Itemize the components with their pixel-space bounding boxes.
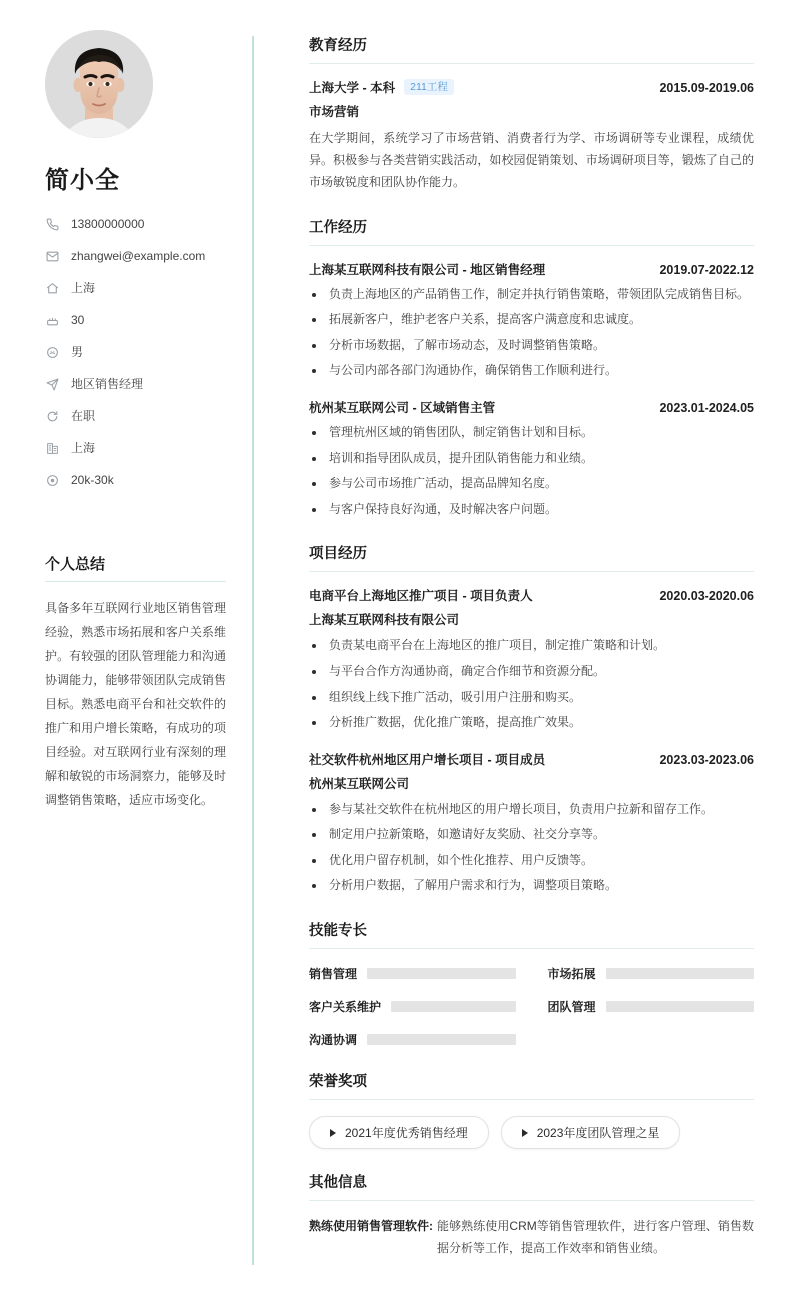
award-label: 2021年度优秀销售经理 xyxy=(345,1126,468,1141)
play-triangle-icon xyxy=(522,1129,528,1137)
contact-value: 上海 xyxy=(71,440,96,455)
list-item: 制定用户拉新策略，如邀请好友奖励、社交分享等。 xyxy=(309,824,754,846)
phone-icon xyxy=(45,217,60,232)
work-entry xyxy=(309,398,754,520)
award-chip[interactable] xyxy=(501,1116,681,1149)
work-title: 杭州某互联网公司 - 区域销售主管 xyxy=(309,400,496,415)
avatar-portrait-icon xyxy=(45,30,153,138)
work-bullets xyxy=(309,422,754,520)
contact-item-age xyxy=(45,307,226,333)
avatar xyxy=(45,30,153,138)
salary-icon xyxy=(45,473,60,488)
education-entry xyxy=(309,78,754,194)
skill-label: 团队管理 xyxy=(547,1000,596,1015)
list-item: 与平台合作方沟通协商，确定合作细节和资源分配。 xyxy=(309,661,754,683)
work-title: 上海某互联网科技有限公司 - 地区销售经理 xyxy=(309,262,546,277)
work-entry-header xyxy=(309,260,754,278)
contact-item-phone xyxy=(45,211,226,237)
skills-section xyxy=(309,919,754,1048)
project-company: 上海某互联网科技有限公司 xyxy=(309,613,460,628)
cake-icon xyxy=(45,313,60,328)
sidebar xyxy=(0,0,254,1301)
skills-heading: 技能专长 xyxy=(309,919,754,949)
list-item: 拓展新客户，维护老客户关系，提高客户满意度和忠诚度。 xyxy=(309,309,754,331)
project-date: 2020.03-2020.06 xyxy=(659,589,754,604)
project-bullets xyxy=(309,635,754,733)
main-content xyxy=(254,0,794,1301)
contact-item-workplace xyxy=(45,435,226,461)
summary-heading: 个人总结 xyxy=(45,553,226,582)
project-company: 杭州某互联网公司 xyxy=(309,776,410,791)
list-item: 参与某社交软件在杭州地区的用户增长项目，负责用户拉新和留存工作。 xyxy=(309,799,754,821)
home-icon xyxy=(45,281,60,296)
skill-row xyxy=(309,1031,516,1048)
project-title: 社交软件杭州地区用户增长项目 - 项目成员 xyxy=(309,752,546,767)
contact-value: 20k-30k xyxy=(71,472,114,487)
project-date: 2023.03-2023.06 xyxy=(659,752,754,767)
award-chip[interactable] xyxy=(309,1116,489,1149)
education-school-label: 上海大学 - 本科 xyxy=(309,81,396,95)
refresh-icon xyxy=(45,409,60,424)
other-info-label: 熟练使用销售管理软件: xyxy=(309,1219,433,1234)
list-item: 培训和指导团队成员，提升团队销售能力和业绩。 xyxy=(309,448,754,470)
other-info-section xyxy=(309,1171,754,1259)
award-label: 2023年度团队管理之星 xyxy=(536,1126,660,1141)
other-info-value: 能够熟练使用CRM等销售管理软件，进行客户管理、销售数据分析等工作，提高工作效率和销售业绩。 xyxy=(437,1219,754,1256)
list-item: 参与公司市场推广活动，提高品牌知名度。 xyxy=(309,473,754,495)
list-item: 分析推广数据，优化推广策略，提高推广效果。 xyxy=(309,712,754,734)
list-item: 分析市场数据，了解市场动态，及时调整销售策略。 xyxy=(309,335,754,357)
contact-value: 30 xyxy=(71,312,85,327)
work-date: 2023.01-2024.05 xyxy=(659,400,754,415)
work-date: 2019.07-2022.12 xyxy=(659,262,754,277)
paper-plane-icon xyxy=(45,377,60,392)
skill-progress-track xyxy=(367,1034,515,1045)
contact-value: 男 xyxy=(71,344,84,359)
skill-label: 销售管理 xyxy=(309,967,358,982)
contact-item-position xyxy=(45,371,226,397)
project-title: 电商平台上海地区推广项目 - 项目负责人 xyxy=(309,589,533,604)
play-triangle-icon xyxy=(330,1129,336,1137)
education-entry-header xyxy=(309,78,754,96)
education-description: 在大学期间，系统学习了市场营销、消费者行为学、市场调研等专业课程，成绩优异。积极参与各类营销实践活动，如校园促销策划、市场调研项目等，锻炼了自己的市场敏锐度和团队协作能力。 xyxy=(309,131,754,190)
skills-grid xyxy=(309,963,754,1048)
envelope-icon xyxy=(45,249,60,264)
list-item: 优化用户留存机制，如个性化推荐、用户反馈等。 xyxy=(309,850,754,872)
project-entry-header xyxy=(309,750,754,768)
project-entry-header xyxy=(309,586,754,604)
status-badge: 211工程 xyxy=(404,79,454,96)
skill-progress-track xyxy=(391,1001,515,1012)
education-section xyxy=(309,34,754,194)
awards-section xyxy=(309,1070,754,1149)
education-heading: 教育经历 xyxy=(309,34,754,64)
summary-section xyxy=(45,553,226,812)
work-bullets xyxy=(309,284,754,382)
skill-progress-track xyxy=(606,968,754,979)
contact-value: 上海 xyxy=(71,280,96,295)
skill-row xyxy=(548,998,755,1015)
list-item: 负责某电商平台在上海地区的推广项目，制定推广策略和计划。 xyxy=(309,635,754,657)
gender-icon xyxy=(45,345,60,360)
awards-list xyxy=(309,1114,754,1149)
skill-label: 市场拓展 xyxy=(547,967,596,982)
education-school xyxy=(309,78,454,96)
list-item: 分析用户数据，了解用户需求和行为，调整项目策略。 xyxy=(309,875,754,897)
skill-progress-track xyxy=(606,1001,754,1012)
list-item: 与公司内部各部门沟通协作，确保销售工作顺利进行。 xyxy=(309,360,754,382)
skill-label: 客户关系维护 xyxy=(309,1000,382,1015)
projects-section xyxy=(309,542,754,897)
project-bullets xyxy=(309,799,754,897)
contact-value: 地区销售经理 xyxy=(71,376,144,391)
list-item: 负责上海地区的产品销售工作，制定并执行销售策略，带领团队完成销售目标。 xyxy=(309,284,754,306)
contact-value: 在职 xyxy=(71,408,96,423)
work-entry xyxy=(309,260,754,382)
list-item: 组织线上线下推广活动，吸引用户注册和购买。 xyxy=(309,687,754,709)
skill-row xyxy=(309,998,516,1015)
contact-item-email xyxy=(45,243,226,269)
contact-value: zhangwei@example.com xyxy=(71,248,206,263)
contact-info-list xyxy=(45,211,226,493)
other-info-heading: 其他信息 xyxy=(309,1171,754,1201)
education-date: 2015.09-2019.06 xyxy=(659,81,754,95)
skill-row xyxy=(548,965,755,982)
project-entry xyxy=(309,586,754,733)
work-entry-header xyxy=(309,398,754,416)
list-item: 管理杭州区域的销售团队，制定销售计划和目标。 xyxy=(309,422,754,444)
project-entry xyxy=(309,750,754,897)
contact-item-status xyxy=(45,403,226,429)
work-heading: 工作经历 xyxy=(309,216,754,246)
projects-heading: 项目经历 xyxy=(309,542,754,572)
skill-progress-track xyxy=(367,968,515,979)
contact-item-city xyxy=(45,275,226,301)
other-info-row xyxy=(309,1215,754,1259)
skill-row xyxy=(309,965,516,982)
work-section xyxy=(309,216,754,521)
page-title: 简小全 xyxy=(45,167,120,194)
contact-item-gender xyxy=(45,339,226,365)
building-icon xyxy=(45,441,60,456)
awards-heading: 荣誉奖项 xyxy=(309,1070,754,1100)
summary-text: 具备多年互联网行业地区销售管理经验，熟悉市场拓展和客户关系维护。有较强的团队管理能力和沟通协调能力，能够带领团队完成销售目标。熟悉电商平台和社交软件的推广和用户增长策略，有成功的项目经验。对互联网行业有深刻的理解和敏锐的市场洞察力，能够及时调整销售策略，适应市场变化。 xyxy=(45,601,226,807)
list-item: 与客户保持良好沟通，及时解决客户问题。 xyxy=(309,499,754,521)
education-major: 市场营销 xyxy=(309,105,360,119)
contact-value: 13800000000 xyxy=(71,216,145,231)
skill-label: 沟通协调 xyxy=(309,1033,358,1048)
contact-item-salary xyxy=(45,467,226,493)
